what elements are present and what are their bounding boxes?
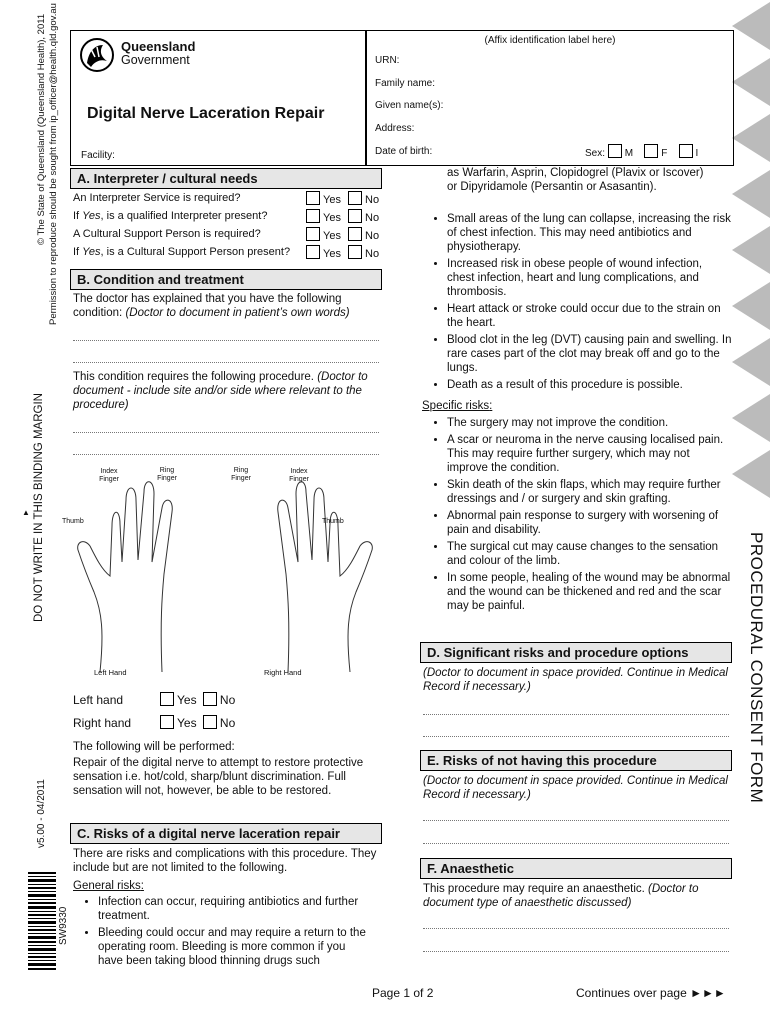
risks-options-line-1[interactable] bbox=[423, 714, 729, 715]
right-hand-options: Yes No bbox=[160, 715, 235, 730]
continues-over-page: Continues over page ►►► bbox=[576, 986, 726, 1000]
section-d-heading: D. Significant risks and procedure options bbox=[420, 642, 732, 663]
sex-i-checkbox[interactable] bbox=[679, 144, 693, 158]
no-label: No bbox=[365, 194, 380, 206]
version-label: v5.00 - 04/2011 bbox=[36, 779, 47, 848]
left-hand-caption: Left Hand bbox=[94, 668, 127, 677]
right-hand-caption: Right Hand bbox=[264, 668, 302, 677]
no-label: No bbox=[365, 248, 380, 260]
yes-checkbox[interactable] bbox=[160, 715, 174, 729]
performed-text: Repair of the digital nerve to attempt to restore protective sensation i.e. hot/cold, sharp/blunt discrimination. Full sensation will not, however, be able to be restored. bbox=[73, 757, 364, 797]
condition-line-2[interactable] bbox=[73, 362, 379, 363]
left-hand-label: Left hand bbox=[73, 693, 124, 707]
anaesthetic-line-2[interactable] bbox=[423, 951, 729, 952]
procedure-intro: This condition requires the following procedure. (Doctor to document - include site and/or side where relevant to the procedure) bbox=[73, 371, 368, 411]
section-b-heading: B. Condition and treatment bbox=[70, 269, 382, 290]
section-d-instruction: (Doctor to document in space provided. Continue in Medical Record if necessary.) bbox=[423, 667, 728, 693]
yes-checkbox[interactable] bbox=[306, 227, 320, 241]
no-label: No bbox=[365, 212, 380, 224]
section-e-heading: E. Risks of not having this procedure bbox=[420, 750, 732, 771]
no-checkbox[interactable] bbox=[348, 191, 362, 205]
logo-line1: Queensland bbox=[121, 39, 196, 54]
yes-checkbox[interactable] bbox=[306, 209, 320, 223]
hands-diagram bbox=[60, 462, 390, 682]
yes-label: Yes bbox=[323, 248, 341, 260]
list-item: • Increased risk in obese people of wound infection, chest infection, heart and lung complications, and thrombosis. bbox=[447, 257, 732, 299]
no-procedure-risks-line-2[interactable] bbox=[423, 843, 729, 844]
general-risks-label: General risks: bbox=[73, 880, 144, 892]
sex-i-label: I bbox=[695, 148, 699, 159]
performed-label: The following will be performed: bbox=[73, 741, 235, 753]
permission-note: Permission to reproduce should be sought from ip_officer@health.qld.gov.au bbox=[48, 3, 59, 325]
right-hand-label: Right hand bbox=[73, 716, 132, 730]
general-risks-continued bbox=[422, 212, 732, 395]
list-item: • Small areas of the lung can collapse, increasing the risk of chest infection. This may need antibiotics and physiotherapy. bbox=[447, 212, 732, 254]
no-label: No bbox=[365, 230, 380, 242]
continuation-text: as Warfarin, Asprin, Clopidogrel (Plavix or Iscover) or Dipyridamole (Persantin or Asasantin). bbox=[447, 167, 704, 193]
binding-margin-note: DO NOT WRITE IN THIS BINDING MARGIN bbox=[33, 393, 45, 622]
family-name-label: Family name: bbox=[375, 78, 436, 89]
left-ring-label: Ring Finger bbox=[157, 467, 177, 482]
list-item: • Blood clot in the leg (DVT) causing pain and swelling. In rare cases part of the clot may break off and go to the lungs. bbox=[447, 333, 732, 375]
given-names-label: Given name(s): bbox=[375, 100, 444, 111]
anaesthetic-line-1[interactable] bbox=[423, 928, 729, 929]
no-checkbox[interactable] bbox=[203, 692, 217, 706]
list-item: • Bleeding could occur and may require a return to the operating room. Bleeding is more common if you have been taking blood thinning drugs such bbox=[98, 926, 373, 968]
copyright-note: © The State of Queensland (Queensland Health), 2011 bbox=[36, 13, 47, 245]
urn-label: URN: bbox=[375, 55, 400, 66]
sex-label: Sex: bbox=[585, 148, 606, 159]
side-title: PROCEDURAL CONSENT FORM bbox=[747, 532, 766, 804]
right-hand-outline bbox=[278, 482, 373, 672]
logo-line2: Government bbox=[121, 53, 190, 67]
dob-label: Date of birth: bbox=[375, 146, 433, 157]
right-ring-label: Ring Finger bbox=[231, 467, 251, 482]
left-thumb-label: Thumb bbox=[62, 518, 84, 525]
address-label: Address: bbox=[375, 123, 415, 134]
patient-label-box[interactable] bbox=[366, 30, 734, 166]
yes-label: Yes bbox=[323, 194, 341, 206]
no-checkbox[interactable] bbox=[348, 227, 362, 241]
no-checkbox[interactable] bbox=[203, 715, 217, 729]
list-item: • The surgical cut may cause changes to the sensation and colour of the limb. bbox=[447, 540, 732, 568]
section-f-heading: F. Anaesthetic bbox=[420, 858, 732, 879]
left-index-label: Index Finger bbox=[99, 468, 119, 483]
interpreter-required-question: An Interpreter Service is required? bbox=[73, 192, 241, 204]
list-item: • A scar or neuroma in the nerve causing localised pain. This may require further surgery, which may not improve the condition. bbox=[447, 433, 732, 475]
interpreter-present-question: If Yes, is a qualified Interpreter present? bbox=[73, 210, 268, 222]
yes-checkbox[interactable] bbox=[306, 245, 320, 259]
section-e-instruction: (Doctor to document in space provided. Continue in Medical Record if necessary.) bbox=[423, 775, 728, 801]
right-thumb-label: Thumb bbox=[322, 518, 344, 525]
anaesthetic-text: This procedure may require an anaesthetic. (Doctor to document type of anaesthetic discussed) bbox=[423, 883, 699, 909]
affix-label: (Affix identification label here) bbox=[484, 35, 616, 46]
left-hand-options: Yes No bbox=[160, 692, 235, 707]
no-checkbox[interactable] bbox=[348, 245, 362, 259]
page-number: Page 1 of 2 bbox=[372, 986, 434, 1000]
yes-no-row-4 bbox=[306, 245, 379, 260]
specific-risks-list bbox=[422, 416, 732, 616]
cultural-support-present-question: If Yes, is a Cultural Support Person present? bbox=[73, 246, 291, 258]
list-item: • Heart attack or stroke could occur due to the strain on the heart. bbox=[447, 302, 732, 330]
yes-label: Yes bbox=[323, 230, 341, 242]
yes-label: Yes bbox=[323, 212, 341, 224]
risks-intro: There are risks and complications with this procedure. They include but are not limited to the following. bbox=[73, 848, 377, 874]
header-left bbox=[70, 30, 366, 166]
page-title: Digital Nerve Laceration Repair bbox=[87, 105, 325, 122]
no-procedure-risks-line-1[interactable] bbox=[423, 820, 729, 821]
list-item: • Abnormal pain response to surgery with worsening of pain and disability. bbox=[447, 509, 732, 537]
list-item: • Infection can occur, requiring antibiotics and further treatment. bbox=[98, 895, 373, 923]
specific-risks-label: Specific risks: bbox=[422, 400, 493, 412]
list-item: • In some people, healing of the wound may be abnormal and the wound can be thickened and red and the scar may be painful. bbox=[447, 571, 732, 613]
right-index-label: Index Finger bbox=[289, 468, 309, 483]
sex-m-label: M bbox=[624, 148, 634, 159]
no-checkbox[interactable] bbox=[348, 209, 362, 223]
form-code: SW9330 bbox=[58, 906, 69, 945]
condition-line-1[interactable] bbox=[73, 340, 379, 341]
general-risks-list bbox=[73, 895, 373, 971]
procedure-line-1[interactable] bbox=[73, 432, 379, 433]
yes-checkbox[interactable] bbox=[160, 692, 174, 706]
barcode bbox=[28, 872, 56, 972]
yes-checkbox[interactable] bbox=[306, 191, 320, 205]
cultural-support-required-question: A Cultural Support Person is required? bbox=[73, 228, 261, 240]
list-item: • Skin death of the skin flaps, which may require further dressings and / or surgery and skin grafting. bbox=[447, 478, 732, 506]
arrow-up-icon: ▲ bbox=[22, 508, 30, 517]
sex-f-label: F bbox=[661, 148, 668, 159]
list-item: • Death as a result of this procedure is possible. bbox=[447, 378, 732, 392]
procedure-line-2[interactable] bbox=[73, 454, 379, 455]
yes-no-row-1 bbox=[306, 191, 379, 206]
crest-icon bbox=[79, 37, 115, 73]
sex-f-checkbox[interactable] bbox=[644, 144, 658, 158]
risks-options-line-2[interactable] bbox=[423, 736, 729, 737]
sex-m-checkbox[interactable] bbox=[608, 144, 622, 158]
sex-field bbox=[585, 144, 698, 159]
yes-no-row-2 bbox=[306, 209, 379, 224]
section-c-heading: C. Risks of a digital nerve laceration repair bbox=[70, 823, 382, 844]
list-item: • The surgery may not improve the condition. bbox=[447, 416, 732, 430]
section-a-heading: A. Interpreter / cultural needs bbox=[70, 168, 382, 189]
condition-intro: The doctor has explained that you have the following condition: (Doctor to document in patient’s own words) bbox=[73, 293, 350, 319]
facility-label: Facility: bbox=[81, 150, 115, 161]
left-hand-outline bbox=[78, 482, 173, 672]
yes-no-row-3 bbox=[306, 227, 379, 242]
